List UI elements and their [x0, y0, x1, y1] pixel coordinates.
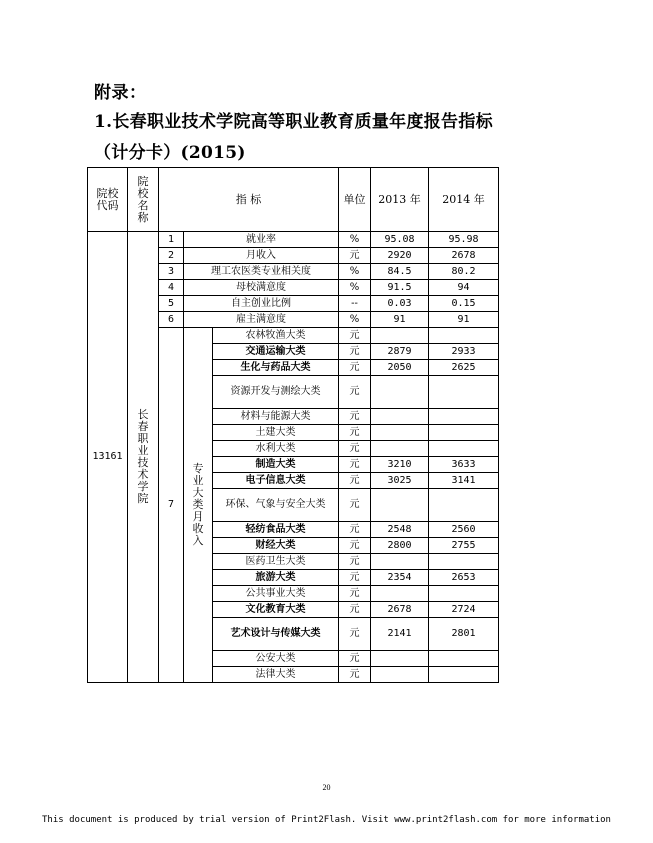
- value-2014: 2560: [429, 522, 499, 538]
- unit-cell: %: [339, 280, 371, 296]
- category-name: 交通运输大类: [213, 344, 339, 360]
- group-label-text: 专业大类月收入: [192, 462, 204, 547]
- value-2014: 80.2: [429, 264, 499, 280]
- category-name: 医药卫生大类: [213, 554, 339, 570]
- page-number: 20: [322, 783, 331, 792]
- indicator-name: 自主创业比例: [184, 296, 339, 312]
- category-name: 艺术设计与传媒大类: [213, 618, 339, 651]
- indicator-name: 就业率: [184, 232, 339, 248]
- unit-cell: --: [339, 296, 371, 312]
- unit-cell: %: [339, 312, 371, 328]
- school-name-text: 长春职业技术学院: [137, 408, 149, 505]
- value-2014: [429, 489, 499, 522]
- value-2013: [371, 441, 429, 457]
- category-name: 材料与能源大类: [213, 409, 339, 425]
- unit-cell: 元: [339, 618, 371, 651]
- value-2014: [429, 441, 499, 457]
- unit-cell: 元: [339, 538, 371, 554]
- row-number: 1: [159, 232, 184, 248]
- value-2014: [429, 409, 499, 425]
- unit-cell: %: [339, 264, 371, 280]
- value-2014: [429, 425, 499, 441]
- value-2014: [429, 376, 499, 409]
- category-name: 农林牧渔大类: [213, 328, 339, 344]
- category-name: 土建大类: [213, 425, 339, 441]
- category-name: 环保、气象与安全大类: [213, 489, 339, 522]
- header-2013: 2013 年: [371, 168, 429, 232]
- value-2013: [371, 586, 429, 602]
- value-2013: [371, 328, 429, 344]
- value-2013: 2678: [371, 602, 429, 618]
- value-2013: 2879: [371, 344, 429, 360]
- row-number: 5: [159, 296, 184, 312]
- row-number: 2: [159, 248, 184, 264]
- value-2014: 3141: [429, 473, 499, 489]
- category-name: 轻纺食品大类: [213, 522, 339, 538]
- value-2013: [371, 651, 429, 667]
- value-2013: 2354: [371, 570, 429, 586]
- value-2013: [371, 376, 429, 409]
- category-name: 法律大类: [213, 667, 339, 683]
- group-label: [184, 328, 213, 683]
- value-2013: [371, 409, 429, 425]
- category-name: 公共事业大类: [213, 586, 339, 602]
- value-2014: 2625: [429, 360, 499, 376]
- value-2014: [429, 328, 499, 344]
- row-number: 4: [159, 280, 184, 296]
- category-name: 公安大类: [213, 651, 339, 667]
- header-row: [88, 168, 499, 232]
- value-2014: [429, 667, 499, 683]
- school-name: [128, 232, 159, 683]
- header-school-code: 院校代码: [88, 168, 128, 232]
- group-number: 7: [159, 328, 184, 683]
- value-2014: 2801: [429, 618, 499, 651]
- value-2014: 0.15: [429, 296, 499, 312]
- value-2013: 2920: [371, 248, 429, 264]
- unit-cell: 元: [339, 489, 371, 522]
- unit-cell: 元: [339, 586, 371, 602]
- value-2013: 84.5: [371, 264, 429, 280]
- unit-cell: 元: [339, 522, 371, 538]
- unit-cell: 元: [339, 473, 371, 489]
- indicator-name: 母校满意度: [184, 280, 339, 296]
- value-2014: [429, 554, 499, 570]
- value-2013: 2141: [371, 618, 429, 651]
- unit-cell: 元: [339, 651, 371, 667]
- value-2014: 2678: [429, 248, 499, 264]
- value-2013: 91.5: [371, 280, 429, 296]
- header-indicator: 指 标: [159, 168, 339, 232]
- indicator-name: 理工农医类专业相关度: [184, 264, 339, 280]
- unit-cell: 元: [339, 554, 371, 570]
- unit-cell: 元: [339, 248, 371, 264]
- indicator-name: 雇主满意度: [184, 312, 339, 328]
- category-name: 财经大类: [213, 538, 339, 554]
- unit-cell: 元: [339, 360, 371, 376]
- value-2014: 94: [429, 280, 499, 296]
- value-2013: 2548: [371, 522, 429, 538]
- category-name: 水利大类: [213, 441, 339, 457]
- trial-notice: This document is produced by trial version of Print2Flash. Visit www.print2flash.com for more information: [42, 815, 611, 825]
- unit-cell: 元: [339, 425, 371, 441]
- value-2013: [371, 554, 429, 570]
- table-row: [88, 232, 499, 248]
- unit-cell: 元: [339, 457, 371, 473]
- unit-cell: 元: [339, 441, 371, 457]
- value-2013: 91: [371, 312, 429, 328]
- unit-cell: %: [339, 232, 371, 248]
- value-2013: 0.03: [371, 296, 429, 312]
- table-heading: 1.长春职业技术学院高等职业教育质量年度报告指标（计分卡）(2015): [94, 112, 493, 163]
- quality-scorecard-table: [87, 167, 499, 683]
- value-2014: 2653: [429, 570, 499, 586]
- category-name: 生化与药品大类: [213, 360, 339, 376]
- value-2014: 91: [429, 312, 499, 328]
- school-code: 13161: [88, 232, 128, 683]
- unit-cell: 元: [339, 376, 371, 409]
- value-2013: [371, 425, 429, 441]
- category-name: 制造大类: [213, 457, 339, 473]
- value-2013: 2800: [371, 538, 429, 554]
- appendix-label: 附录：: [94, 83, 147, 103]
- unit-cell: 元: [339, 328, 371, 344]
- value-2014: [429, 586, 499, 602]
- value-2013: [371, 667, 429, 683]
- value-2014: 2755: [429, 538, 499, 554]
- indicator-name: 月收入: [184, 248, 339, 264]
- value-2013: [371, 489, 429, 522]
- value-2013: 3025: [371, 473, 429, 489]
- value-2014: 3633: [429, 457, 499, 473]
- category-name: 旅游大类: [213, 570, 339, 586]
- unit-cell: 元: [339, 409, 371, 425]
- value-2014: 2724: [429, 602, 499, 618]
- row-number: 6: [159, 312, 184, 328]
- value-2014: 2933: [429, 344, 499, 360]
- header-school-name: 院校名称: [128, 168, 159, 232]
- unit-cell: 元: [339, 667, 371, 683]
- value-2014: [429, 651, 499, 667]
- category-name: 文化教育大类: [213, 602, 339, 618]
- unit-cell: 元: [339, 602, 371, 618]
- value-2013: 2050: [371, 360, 429, 376]
- unit-cell: 元: [339, 344, 371, 360]
- value-2013: 3210: [371, 457, 429, 473]
- header-unit: 单位: [339, 168, 371, 232]
- header-2014: 2014 年: [429, 168, 499, 232]
- category-name: 资源开发与测绘大类: [213, 376, 339, 409]
- value-2014: 95.98: [429, 232, 499, 248]
- category-name: 电子信息大类: [213, 473, 339, 489]
- row-number: 3: [159, 264, 184, 280]
- value-2013: 95.08: [371, 232, 429, 248]
- unit-cell: 元: [339, 570, 371, 586]
